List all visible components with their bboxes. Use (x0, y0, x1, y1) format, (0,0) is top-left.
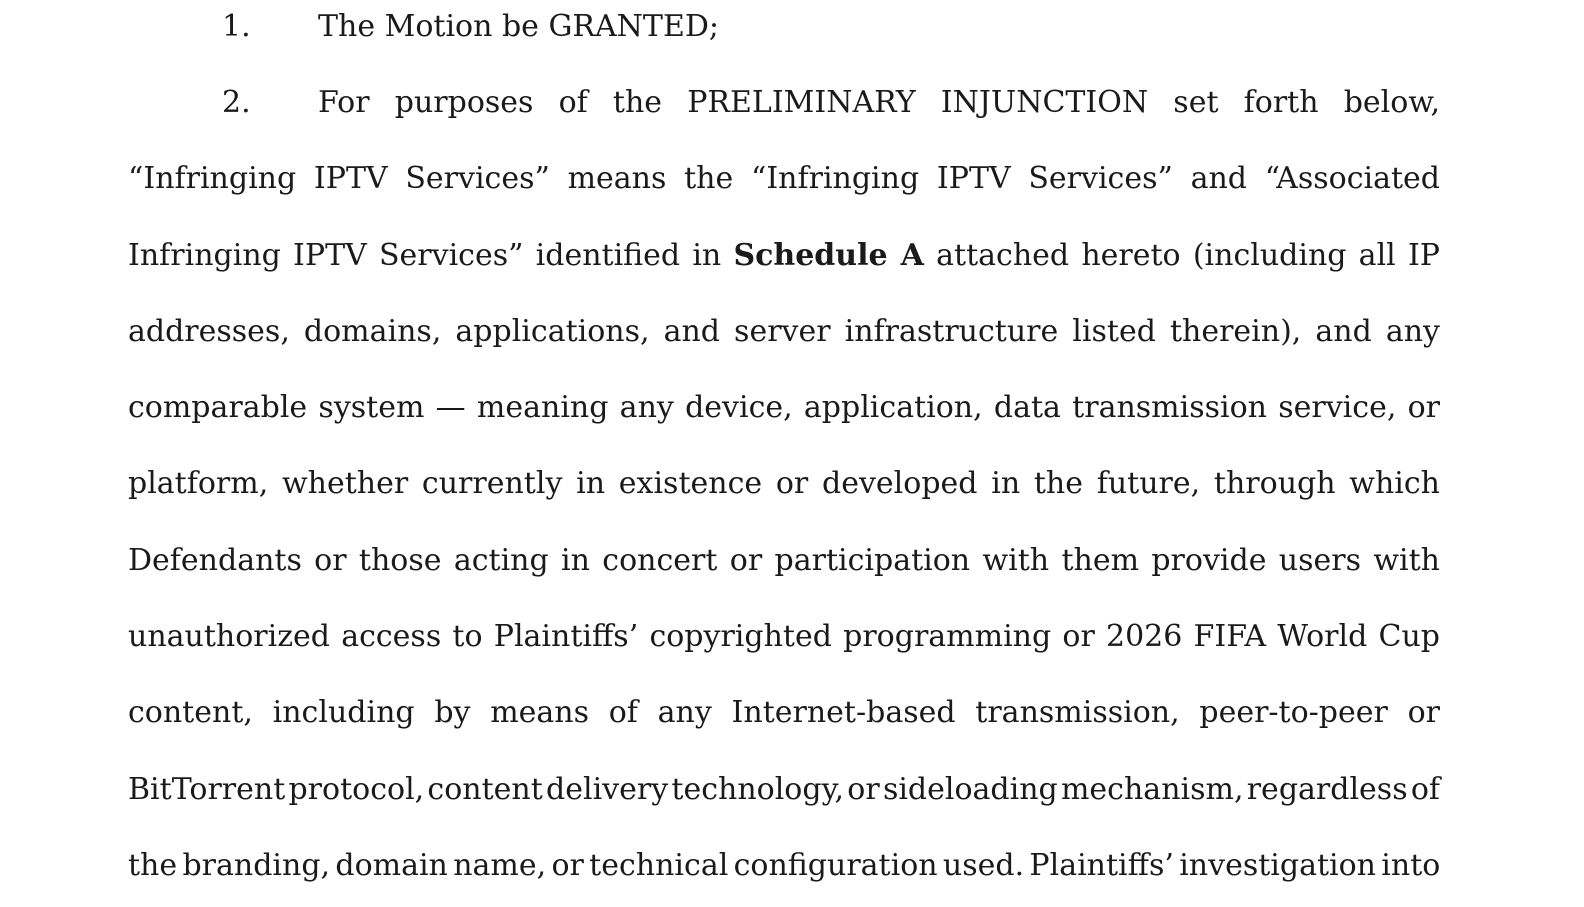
line-text: Defendants or those acting in concert or participation with them provide users with (128, 542, 1440, 578)
paragraph-line (128, 294, 1440, 370)
paragraph-line (128, 828, 1440, 904)
paragraph-line (128, 599, 1440, 675)
paragraph-text: The Motion be GRANTED; (318, 9, 720, 44)
line-text: addresses, domains, applications, and server infrastructure listed therein), and any (128, 313, 1440, 349)
paragraph-line (128, 675, 1440, 751)
paragraph-line (128, 0, 1440, 65)
line-text: content, including by means of any Internet-based transmission, peer-to-peer or (128, 695, 1440, 731)
paragraph-line (128, 370, 1440, 446)
line-text: BitTorrent protocol, content delivery technology, or sideloading mechanism, regardless of (128, 771, 1440, 807)
line-text: attached hereto (including all IP (923, 237, 1440, 273)
schedule-a-reference: Schedule A (733, 237, 924, 273)
line-text: Infringing IPTV Services” identified in (128, 237, 734, 273)
paragraph-line (128, 65, 1440, 141)
line-text: comparable system — meaning any device, application, data transmission service, or (128, 390, 1440, 426)
line-text: the branding, domain name, or technical configuration used. Plaintiffs’ investigation into (128, 847, 1441, 883)
paragraph-line (128, 141, 1440, 217)
paragraph-number: 2. (222, 85, 251, 120)
numbered-paragraph-2 (128, 65, 1440, 904)
line-text: “Infringing IPTV Services” means the “Infringing IPTV Services” and “Associated (128, 161, 1440, 197)
paragraph-line (128, 752, 1440, 828)
line-text: For purposes of the PRELIMINARY INJUNCTION set forth below, (318, 85, 1440, 120)
numbered-paragraph-1 (128, 0, 1440, 65)
line-text: unauthorized access to Plaintiffs’ copyrighted programming or 2026 FIFA World Cup (128, 619, 1440, 655)
paragraph-line (128, 218, 1440, 294)
paragraph-line (128, 446, 1440, 522)
line-text: platform, whether currently in existence or developed in the future, through which (128, 466, 1440, 502)
paragraph-line (128, 523, 1440, 599)
paragraph-number: 1. (222, 9, 251, 44)
